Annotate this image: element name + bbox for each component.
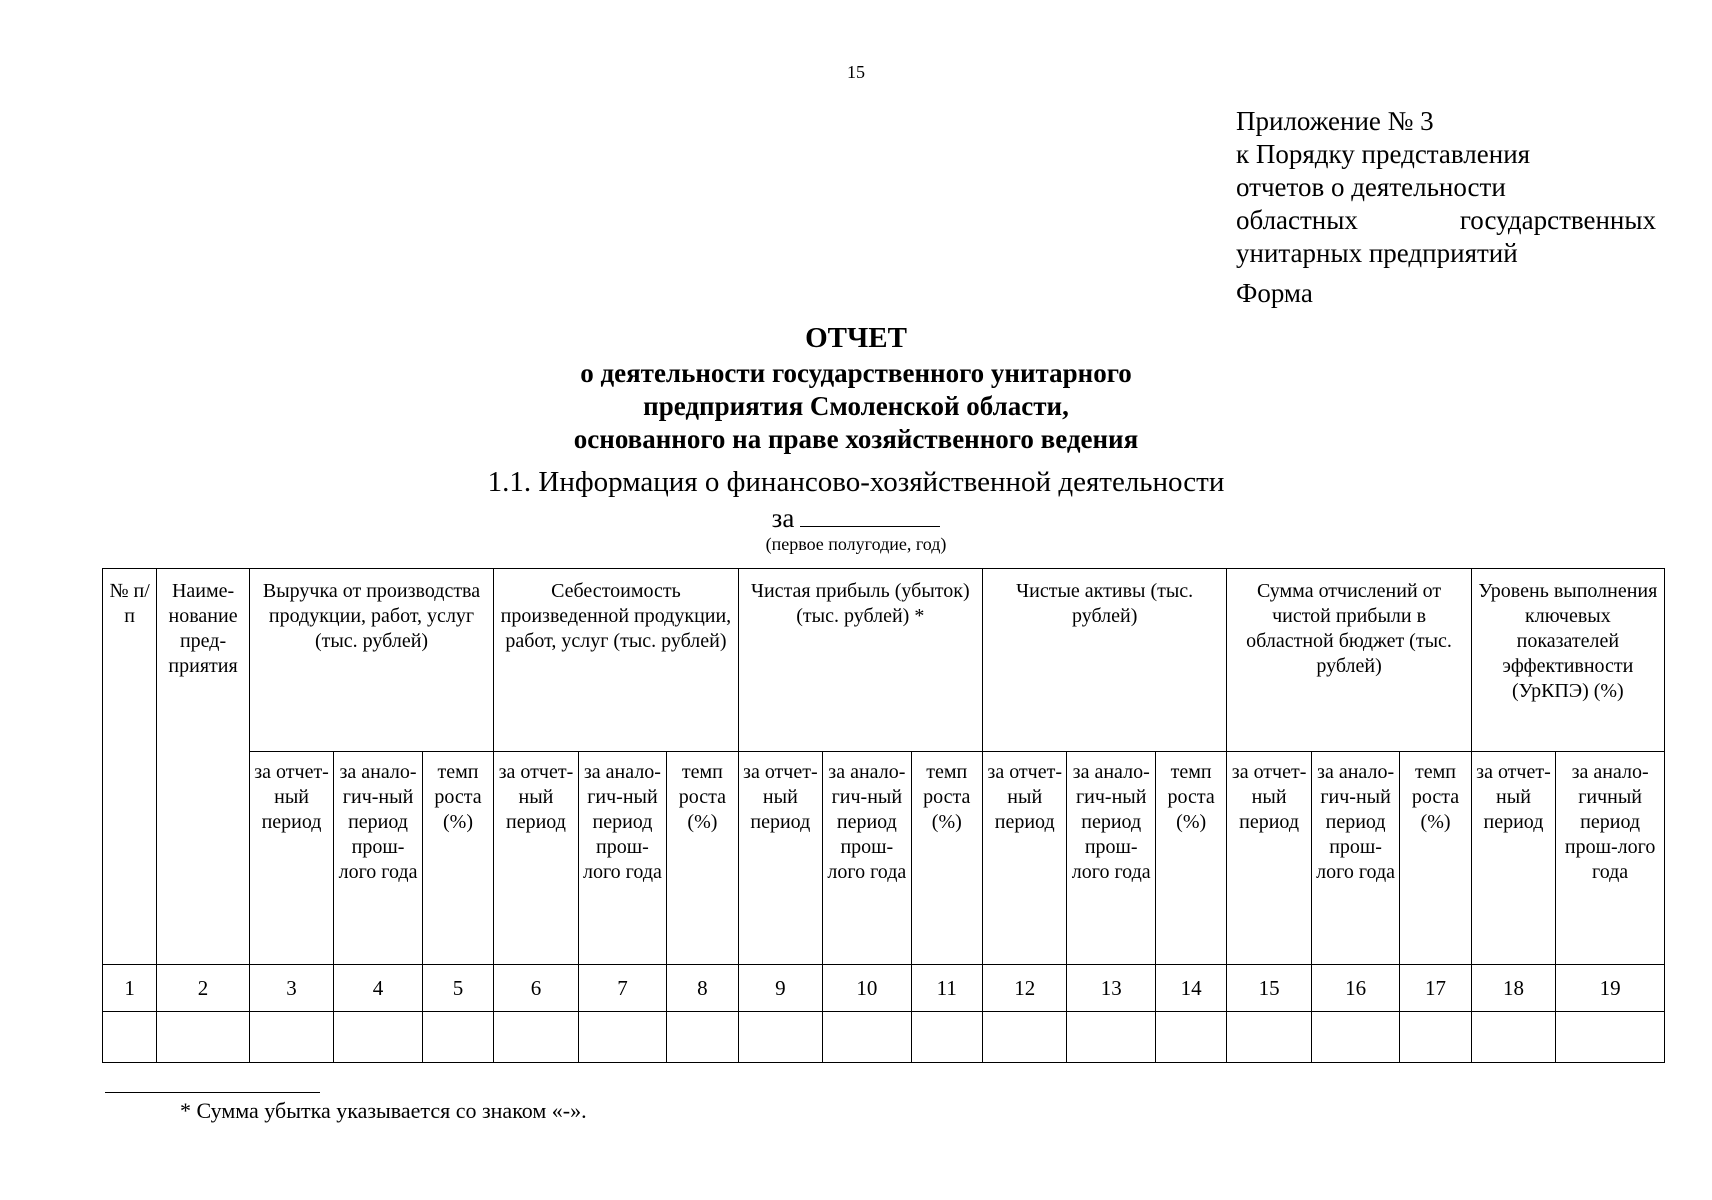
column-number: 9 xyxy=(738,965,822,1012)
subheader-previous-period: за анало-гич-ный период прош-лого года xyxy=(334,752,423,965)
data-cell[interactable] xyxy=(1556,1012,1665,1063)
report-title-main: ОТЧЕТ xyxy=(805,322,907,354)
column-number: 3 xyxy=(249,965,333,1012)
column-number: 12 xyxy=(982,965,1066,1012)
subheader-previous-period: за анало-гич-ный период прош-лого года xyxy=(578,752,667,965)
subheader-growth-rate: темп роста (%) xyxy=(1400,752,1471,965)
data-cell[interactable] xyxy=(1155,1012,1226,1063)
column-number-row xyxy=(103,965,1665,1012)
subheader-reporting-period: за отчет-ный период xyxy=(738,752,822,965)
header-kpi-level: Уровень выполнения ключевых показателей эффективности (УрКПЭ) (%) xyxy=(1471,569,1664,752)
column-number: 14 xyxy=(1155,965,1226,1012)
data-cell[interactable] xyxy=(1227,1012,1311,1063)
column-number: 16 xyxy=(1311,965,1400,1012)
data-cell[interactable] xyxy=(1311,1012,1400,1063)
column-number: 1 xyxy=(103,965,157,1012)
appendix-word: областных xyxy=(1236,205,1358,235)
footnote-divider xyxy=(105,1092,320,1093)
column-number: 6 xyxy=(494,965,578,1012)
column-number: 13 xyxy=(1067,965,1156,1012)
page-number: 15 xyxy=(847,62,865,82)
table-subheader-row xyxy=(103,752,1665,965)
subheader-previous-period: за анало-гич-ный период прош-лого года xyxy=(823,752,912,965)
appendix-header xyxy=(1236,105,1656,270)
column-number: 11 xyxy=(911,965,982,1012)
period-blank-field[interactable] xyxy=(800,502,940,527)
data-cell[interactable] xyxy=(1067,1012,1156,1063)
table-header-row xyxy=(103,569,1665,752)
period-line xyxy=(0,502,1712,534)
header-net-profit: Чистая прибыль (убыток) (тыс. рублей) * xyxy=(738,569,982,752)
subheader-reporting-period: за отчет-ный период xyxy=(249,752,333,965)
appendix-word: государственных xyxy=(1459,205,1656,235)
appendix-line: к Порядку представления xyxy=(1236,139,1531,169)
column-number: 10 xyxy=(823,965,912,1012)
appendix-line: Приложение № 3 xyxy=(1236,106,1434,136)
data-cell[interactable] xyxy=(422,1012,493,1063)
header-number: № п/п xyxy=(103,569,157,965)
appendix-line: отчетов о деятельности xyxy=(1236,172,1506,202)
header-enterprise-name: Наиме-нование пред-приятия xyxy=(157,569,250,965)
subheader-growth-rate: темп роста (%) xyxy=(911,752,982,965)
subheader-growth-rate: темп роста (%) xyxy=(422,752,493,965)
footnote: * Сумма убытка указывается со знаком «-». xyxy=(180,1098,587,1123)
form-label: Форма xyxy=(1236,278,1313,308)
data-cell[interactable] xyxy=(1471,1012,1555,1063)
section-subtitle: 1.1. Информация о финансово-хозяйственной деятельности xyxy=(487,466,1225,498)
data-cell[interactable] xyxy=(982,1012,1066,1063)
report-title-line: предприятия Смоленской области, xyxy=(643,391,1069,421)
subheader-previous-period: за анало-гичный период прош-лого года xyxy=(1556,752,1665,965)
column-number: 15 xyxy=(1227,965,1311,1012)
header-budget-deductions: Сумма отчислений от чистой прибыли в областной бюджет (тыс. рублей) xyxy=(1227,569,1471,752)
data-cell[interactable] xyxy=(157,1012,250,1063)
subheader-reporting-period: за отчет-ный период xyxy=(1227,752,1311,965)
data-cell[interactable] xyxy=(249,1012,333,1063)
data-cell[interactable] xyxy=(334,1012,423,1063)
data-cell[interactable] xyxy=(667,1012,738,1063)
report-table xyxy=(102,568,1665,1063)
subheader-growth-rate: темп роста (%) xyxy=(667,752,738,965)
data-cell[interactable] xyxy=(494,1012,578,1063)
column-number: 5 xyxy=(422,965,493,1012)
column-number: 8 xyxy=(667,965,738,1012)
appendix-line: унитарных предприятий xyxy=(1236,238,1518,268)
report-title-line: о деятельности государственного унитарного xyxy=(580,358,1132,388)
data-cell[interactable] xyxy=(911,1012,982,1063)
subheader-reporting-period: за отчет-ный период xyxy=(494,752,578,965)
appendix-line xyxy=(1236,204,1656,237)
data-cell[interactable] xyxy=(103,1012,157,1063)
subheader-previous-period: за анало-гич-ный период прош-лого года xyxy=(1311,752,1400,965)
column-number: 19 xyxy=(1556,965,1665,1012)
column-number: 4 xyxy=(334,965,423,1012)
data-cell[interactable] xyxy=(578,1012,667,1063)
data-cell[interactable] xyxy=(1400,1012,1471,1063)
data-cell[interactable] xyxy=(823,1012,912,1063)
report-title xyxy=(0,322,1712,456)
column-number: 7 xyxy=(578,965,667,1012)
period-prefix: за xyxy=(771,503,795,533)
header-revenue: Выручка от производства продукции, работ, услуг (тыс. рублей) xyxy=(249,569,493,752)
subheader-previous-period: за анало-гич-ный период прош-лого года xyxy=(1067,752,1156,965)
report-title-line: основанного на праве хозяйственного ведения xyxy=(573,424,1139,454)
header-cost: Себестоимость произведенной продукции, работ, услуг (тыс. рублей) xyxy=(494,569,738,752)
subheader-reporting-period: за отчет-ный период xyxy=(1471,752,1555,965)
period-hint: (первое полугодие, год) xyxy=(765,534,947,554)
column-number: 2 xyxy=(157,965,250,1012)
table-data-row xyxy=(103,1012,1665,1063)
header-net-assets: Чистые активы (тыс. рублей) xyxy=(982,569,1226,752)
column-number: 18 xyxy=(1471,965,1555,1012)
subheader-reporting-period: за отчет-ный период xyxy=(982,752,1066,965)
column-number: 17 xyxy=(1400,965,1471,1012)
data-cell[interactable] xyxy=(738,1012,822,1063)
subheader-growth-rate: темп роста (%) xyxy=(1155,752,1226,965)
